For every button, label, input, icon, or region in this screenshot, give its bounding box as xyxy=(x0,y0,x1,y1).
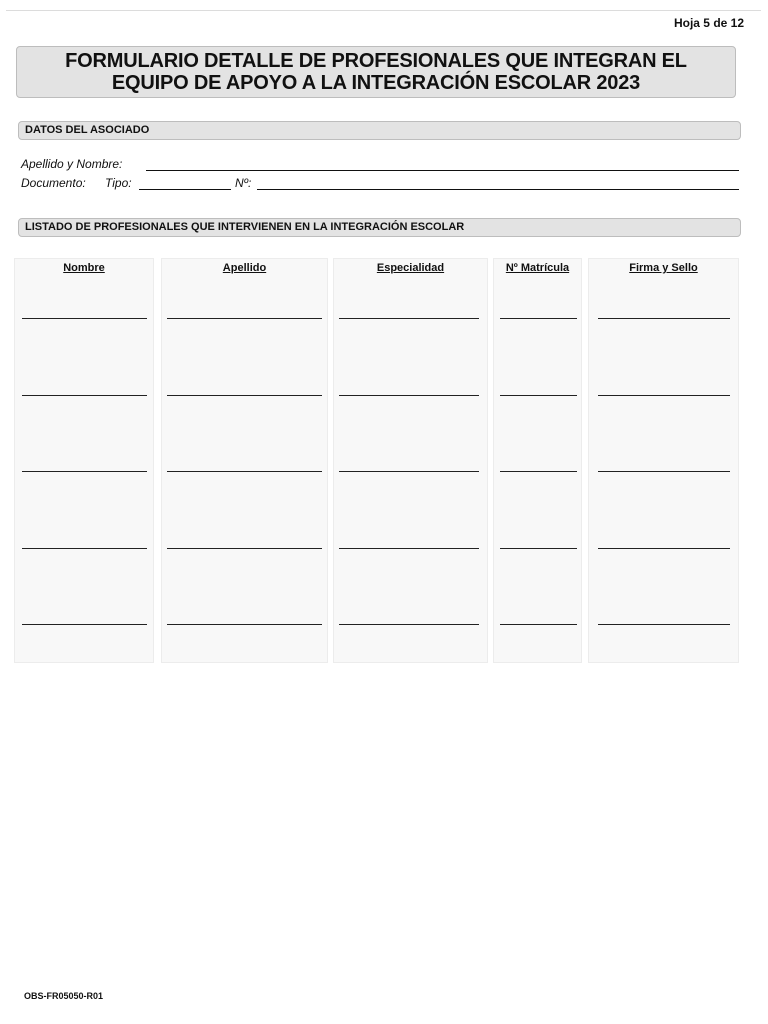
entry-line-firma-sello[interactable] xyxy=(598,395,730,396)
entry-line-matricula[interactable] xyxy=(500,395,577,396)
entry-line-matricula[interactable] xyxy=(500,548,577,549)
entry-line-nombre[interactable] xyxy=(22,624,147,625)
entry-line-nombre[interactable] xyxy=(22,318,147,319)
entry-line-matricula[interactable] xyxy=(500,471,577,472)
document-number-label: Nº: xyxy=(235,176,252,190)
entry-line-especialidad[interactable] xyxy=(339,548,479,549)
entry-line-especialidad[interactable] xyxy=(339,318,479,319)
form-title-box xyxy=(16,46,736,98)
column-header-nombre: Nombre xyxy=(63,262,105,274)
document-type-field[interactable] xyxy=(139,189,231,190)
entry-line-nombre[interactable] xyxy=(22,395,147,396)
professionals-section-heading: LISTADO DE PROFESIONALES QUE INTERVIENEN EN LA INTEGRACIÓN ESCOLAR xyxy=(18,218,741,237)
entry-line-matricula[interactable] xyxy=(500,318,577,319)
entry-line-especialidad[interactable] xyxy=(339,624,479,625)
associate-name-field[interactable] xyxy=(146,170,739,171)
entry-line-matricula[interactable] xyxy=(500,624,577,625)
form-title-line-1: FORMULARIO DETALLE DE PROFESIONALES QUE INTEGRAN EL xyxy=(65,50,687,72)
column-header-matricula: Nº Matrícula xyxy=(505,262,570,274)
entry-line-apellido[interactable] xyxy=(167,624,322,625)
entry-line-firma-sello[interactable] xyxy=(598,471,730,472)
entry-line-nombre[interactable] xyxy=(22,471,147,472)
entry-line-firma-sello[interactable] xyxy=(598,624,730,625)
entry-line-firma-sello[interactable] xyxy=(598,548,730,549)
column-header-especialidad: Especialidad xyxy=(376,262,445,274)
form-code: OBS-FR05050-R01 xyxy=(24,991,104,1001)
entry-line-firma-sello[interactable] xyxy=(598,318,730,319)
entry-line-apellido[interactable] xyxy=(167,471,322,472)
page-number: Hoja 5 de 12 xyxy=(673,16,744,30)
associate-section-heading: DATOS DEL ASOCIADO xyxy=(18,121,741,140)
column-header-firma-sello: Firma y Sello xyxy=(629,262,698,274)
entry-line-especialidad[interactable] xyxy=(339,395,479,396)
associate-document-row xyxy=(21,176,741,192)
entry-line-apellido[interactable] xyxy=(167,548,322,549)
document-number-field[interactable] xyxy=(257,189,739,190)
form-title xyxy=(65,50,687,94)
entry-line-apellido[interactable] xyxy=(167,318,322,319)
entry-line-nombre[interactable] xyxy=(22,548,147,549)
document-label: Documento: xyxy=(21,176,86,190)
column-header-apellido: Apellido xyxy=(222,262,267,274)
associate-name-row xyxy=(21,157,741,173)
form-title-line-2: EQUIPO DE APOYO A LA INTEGRACIÓN ESCOLAR 2023 xyxy=(111,72,641,94)
entry-line-especialidad[interactable] xyxy=(339,471,479,472)
associate-name-label: Apellido y Nombre: xyxy=(21,157,123,171)
entry-line-apellido[interactable] xyxy=(167,395,322,396)
document-type-label: Tipo: xyxy=(105,176,132,190)
